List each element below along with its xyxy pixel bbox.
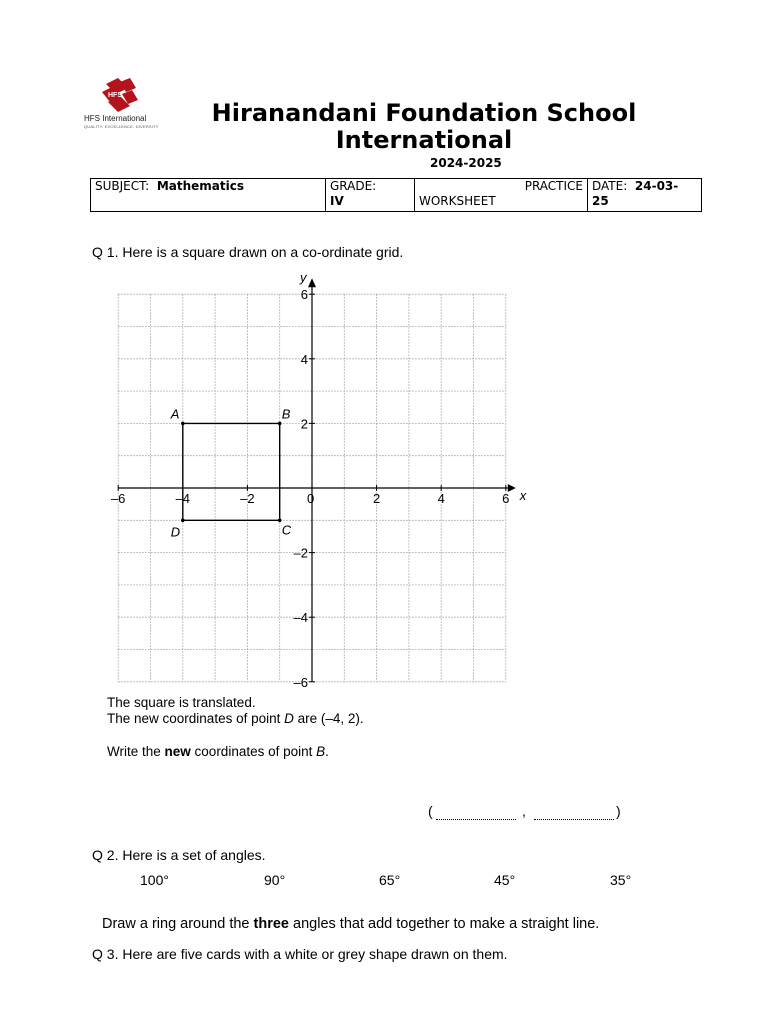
vertex-label-d: D	[170, 524, 181, 540]
info-table	[90, 178, 702, 212]
y-axis-arrow-icon	[308, 278, 316, 287]
y-tick-label: –2	[293, 545, 308, 561]
date-label: DATE:	[592, 179, 628, 193]
origin-label: 0	[307, 491, 315, 506]
practice-cell	[415, 179, 588, 212]
answer-x-field[interactable]	[436, 805, 516, 820]
angle-65[interactable]: 65°	[379, 872, 401, 888]
coordinate-grid	[110, 270, 540, 690]
x-tick-label: –2	[240, 491, 255, 506]
q1-var-b: B	[316, 744, 326, 759]
date-value-line2: 25	[592, 194, 609, 208]
worksheet-label: WORKSHEET	[419, 194, 496, 208]
subject-cell	[91, 179, 326, 212]
y-axis-label: y	[300, 270, 307, 286]
square-shape	[183, 423, 280, 520]
practice-label: PRACTICE	[524, 179, 583, 193]
y-tick-label: 2	[300, 416, 308, 432]
x-tick-label: 2	[372, 491, 381, 506]
logo-tagline: QUALITY, EXCELLENCE, DIVERSITY	[84, 124, 159, 129]
q2-three-word: three	[253, 916, 289, 932]
answer-close-paren: )	[616, 803, 621, 819]
angle-35[interactable]: 35°	[610, 872, 632, 888]
x-tick-label: –6	[110, 491, 126, 506]
subject-label: SUBJECT:	[95, 179, 150, 193]
vertex-label-a: A	[170, 406, 180, 422]
vertex-point-d	[181, 519, 185, 523]
vertex-point-a	[181, 422, 185, 426]
logo-text: HFS International	[84, 114, 147, 123]
school-name: Hiranandani Foundation School International	[211, 99, 637, 154]
vertex-point-b	[278, 422, 282, 426]
q1-prompt: Q 1. Here is a square drawn on a co-ordinate grid.	[92, 244, 404, 260]
answer-comma: ,	[522, 803, 526, 819]
grade-label: GRADE:	[330, 179, 377, 193]
date-value: 24-03-	[634, 179, 679, 193]
svg-text:HFS: HFS	[108, 92, 122, 99]
x-axis-label: x	[519, 488, 527, 503]
x-tick-label: 4	[437, 491, 445, 506]
q2-instruction: Draw a ring around the three angles that add together to make a straight line.	[102, 916, 600, 932]
subject-value: Mathematics	[156, 179, 244, 193]
q2-prompt: Q 2. Here is a set of angles.	[92, 847, 266, 863]
vertex-label-c: C	[281, 522, 292, 538]
q1-line-3: Write the new coordinates of point B.	[107, 744, 329, 759]
answer-y-field[interactable]	[534, 805, 614, 820]
q3-prompt: Q 3. Here are five cards with a white or grey shape drawn on them.	[92, 946, 508, 962]
q1-new-word: new	[164, 744, 191, 759]
q1-var-d: D	[284, 711, 294, 726]
grade-value: IV	[330, 194, 344, 208]
y-tick-label: 4	[300, 351, 308, 367]
angle-100[interactable]: 100°	[140, 872, 169, 888]
academic-year: 2024-2025	[430, 156, 502, 170]
vertex-label-b: B	[281, 406, 291, 422]
y-tick-label: 6	[300, 287, 308, 303]
grade-cell	[326, 179, 415, 212]
y-tick-label: –4	[293, 610, 308, 626]
angle-45[interactable]: 45°	[494, 872, 516, 888]
q1-line-2: The new coordinates of point D are (–4, 2).	[107, 711, 364, 726]
q1-line-1: The square is translated.	[107, 695, 256, 710]
date-cell	[588, 179, 702, 212]
x-tick-label: 6	[502, 491, 510, 506]
x-tick-label: –4	[175, 491, 191, 506]
y-tick-label: –6	[293, 674, 308, 690]
angle-90[interactable]: 90°	[264, 872, 286, 888]
answer-open-paren: (	[428, 803, 433, 819]
